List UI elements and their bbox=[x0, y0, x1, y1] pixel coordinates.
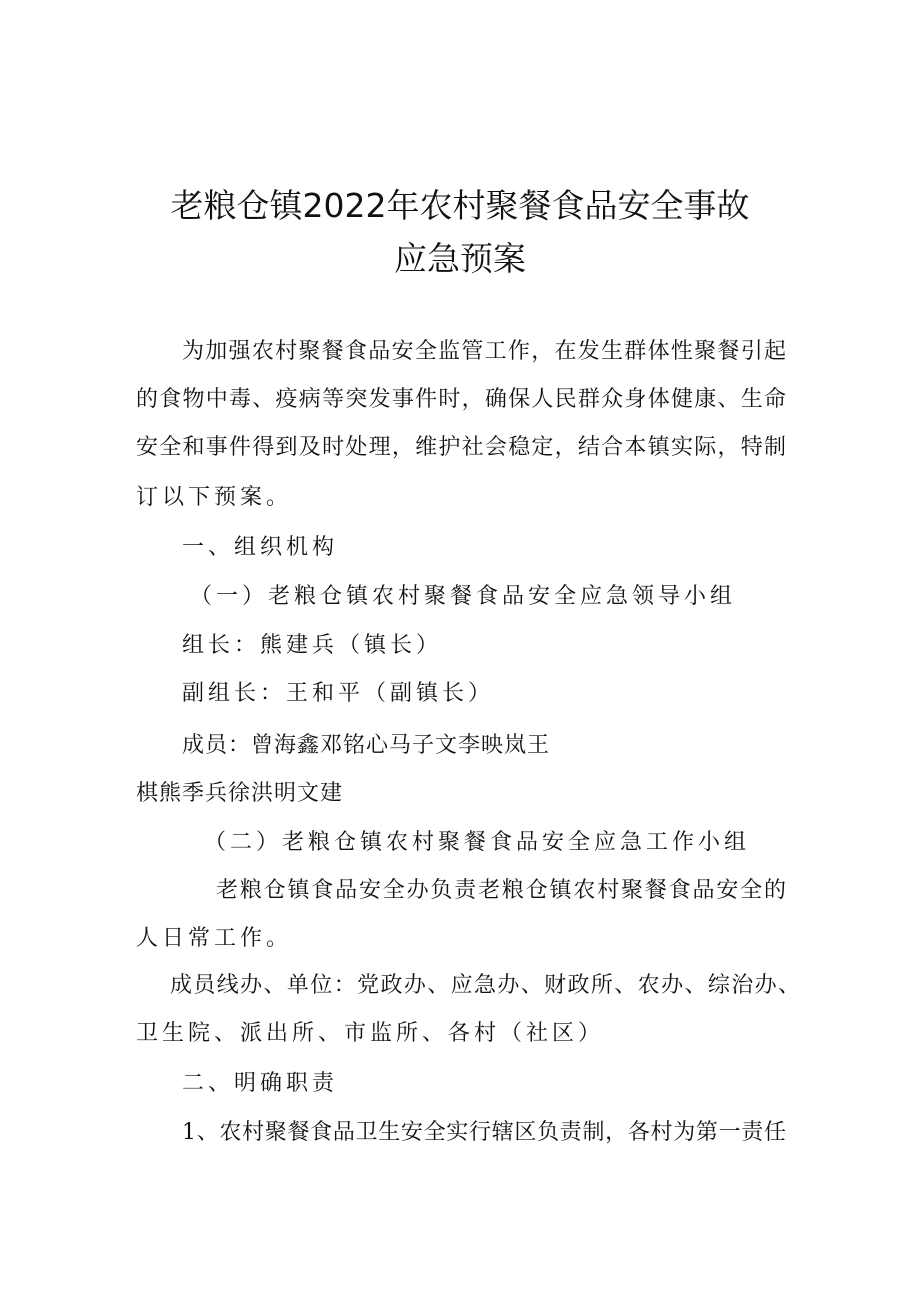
members-line-2: 棋熊季兵徐洪明文建 bbox=[136, 781, 344, 806]
working-group-members-line-1: 成员线办、单位：党政办、应急办、财政所、农办、综治办、 bbox=[170, 973, 800, 998]
paragraph-intro-line-1: 为加强农村聚餐食品安全监管工作，在发生群体性聚餐引起 bbox=[182, 339, 786, 364]
document-title-line-1: 老粮仓镇2022年农村聚餐食品安全事故 bbox=[170, 186, 750, 225]
working-group-members-line-2: 卫生院、派出所、市监所、各村（社区） bbox=[136, 1021, 605, 1046]
leader-line: 组长：熊建兵（镇长） bbox=[182, 633, 443, 658]
paragraph-intro-line-3: 安全和事件得到及时处理，维护社会稳定，结合本镇实际，特制 bbox=[136, 435, 786, 460]
subsection-heading-working-group: （二）老粮仓镇农村聚餐食品安全应急工作小组 bbox=[204, 830, 751, 855]
responsibility-item-1: 1、农村聚餐食品卫生安全实行辖区负责制，各村为第一责任 bbox=[182, 1120, 786, 1145]
working-group-line-2: 人日常工作。 bbox=[136, 926, 293, 951]
working-group-line-1: 老粮仓镇食品安全办负责老粮仓镇农村聚餐食品安全的 bbox=[216, 878, 786, 903]
document-title-line-2: 应急预案 bbox=[394, 239, 526, 278]
paragraph-intro-line-2: 的食物中毒、疫病等突发事件时，确保人民群众身体健康、生命 bbox=[136, 387, 786, 412]
deputy-leader-line: 副组长：王和平（副镇长） bbox=[182, 681, 495, 706]
paragraph-intro-line-4: 订以下预案。 bbox=[136, 485, 293, 510]
members-line-1: 成员：曾海鑫邓铭心马子文李映岚王 bbox=[182, 733, 551, 758]
section-heading-responsibilities: 二、明确职责 bbox=[182, 1071, 339, 1096]
section-heading-organization: 一、组织机构 bbox=[182, 535, 339, 560]
subsection-heading-leadership-group: （一）老粮仓镇农村聚餐食品安全应急领导小组 bbox=[190, 584, 737, 609]
